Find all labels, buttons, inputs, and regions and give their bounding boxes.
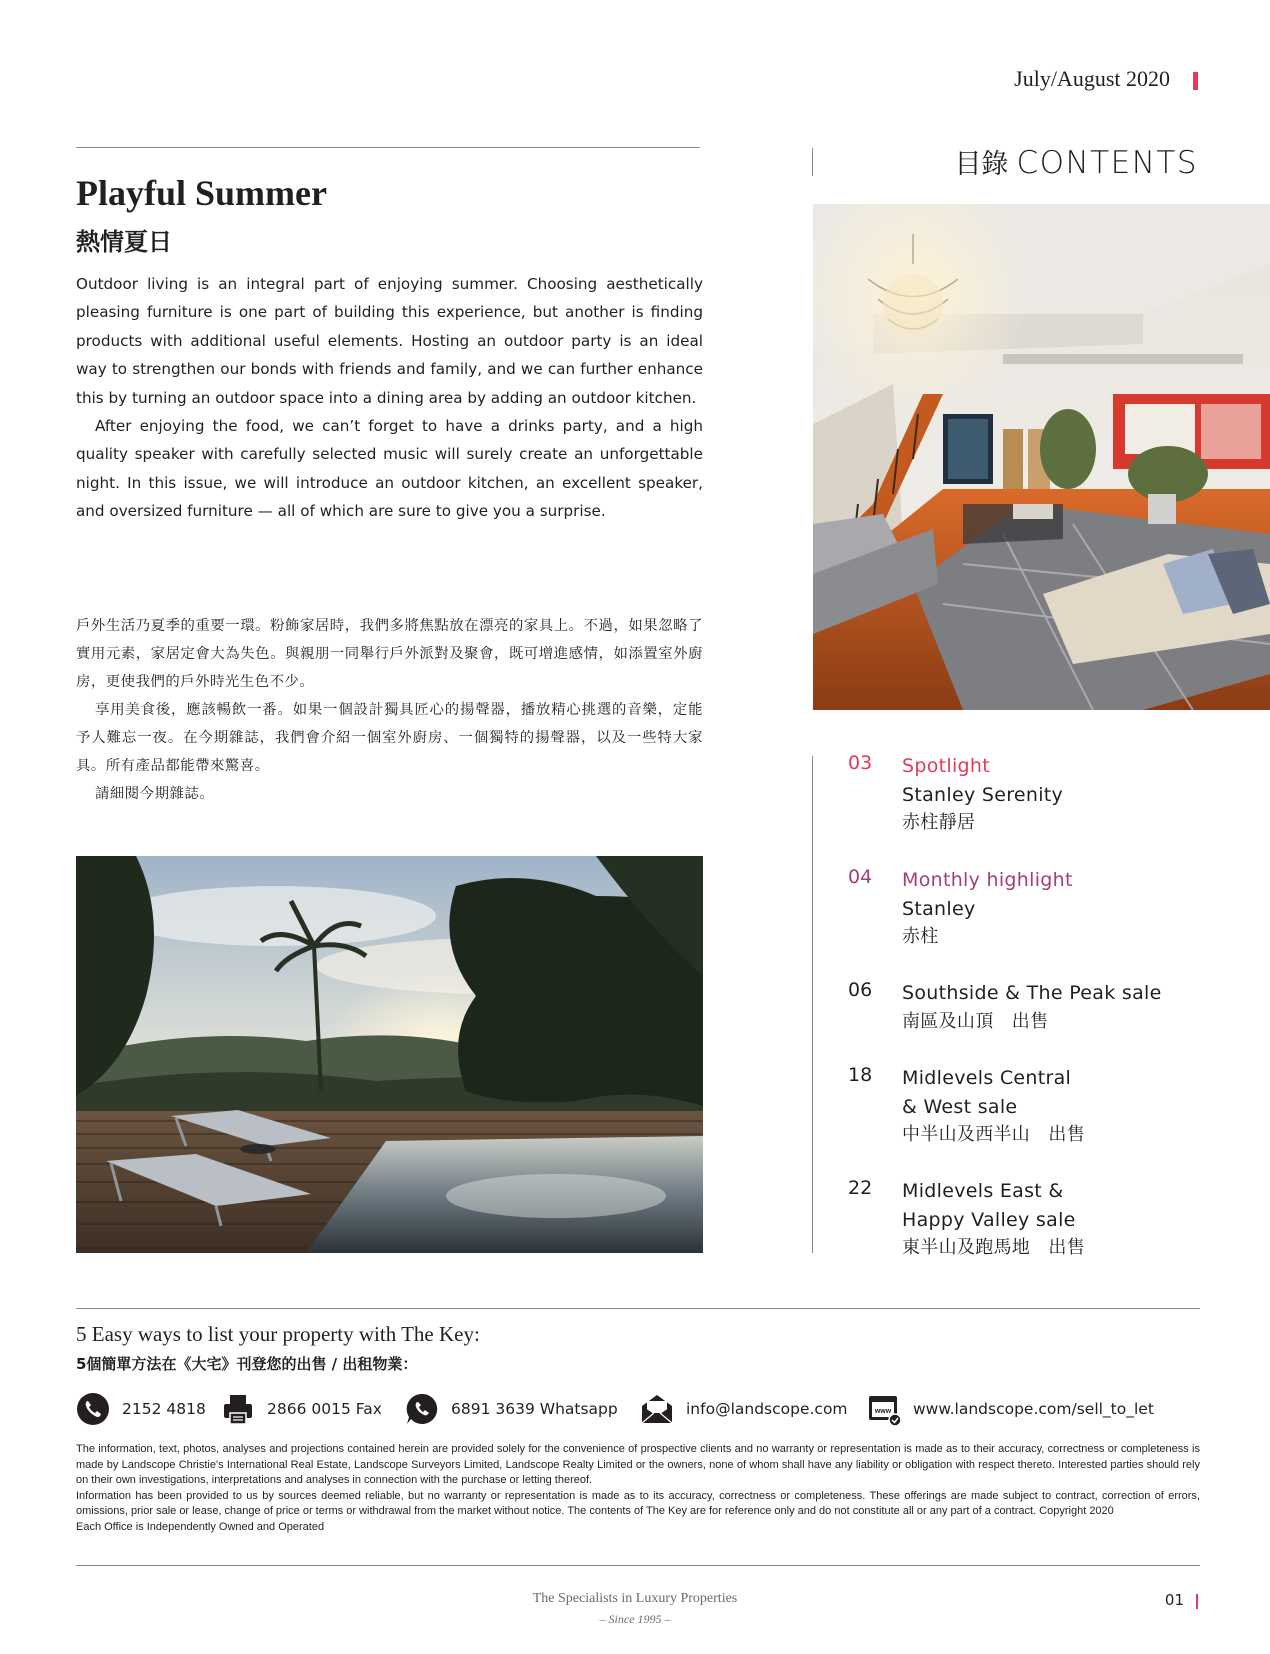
contact-label: 2866 0015 Fax bbox=[267, 1400, 382, 1418]
pool-deck-photo bbox=[76, 856, 703, 1253]
toc-entry bbox=[902, 752, 1063, 838]
contact-label: 6891 3639 Whatsapp bbox=[451, 1400, 618, 1418]
page-number: 01 bbox=[1164, 1591, 1184, 1609]
footer-tagline: The Specialists in Luxury Properties bbox=[532, 1591, 738, 1606]
article-paragraph: After enjoying the food, we can’t forget to have a drinks party, and a high quality speaker with carefully selected music will surely create an unforgettable night. In this issue, we will introduce an outdoor kitchen, an excellent speaker, and oversized furniture — all of which are sure to give you a surprise. bbox=[76, 417, 703, 521]
email-icon bbox=[640, 1392, 674, 1426]
contact-phone[interactable] bbox=[76, 1392, 206, 1426]
contact-label: www.landscope.com/sell_to_let bbox=[913, 1400, 1154, 1418]
article-paragraph-zh: 戶外生活乃夏季的重要一環。粉飾家居時，我們多將焦點放在漂亮的家具上。不過，如果忽略了實用元素，家居定會大為失色。與親朋一同舉行戶外派對及聚會，既可增進感情，如添置室外廚房，更使我們的戶外時光生色不少。 bbox=[76, 618, 703, 690]
living-room-photo bbox=[813, 204, 1270, 710]
fax-icon bbox=[221, 1392, 255, 1426]
issue-accent-bar bbox=[1193, 72, 1198, 90]
article-paragraph-zh: 請細閱今期雜誌。 bbox=[95, 786, 215, 802]
contact-website[interactable] bbox=[867, 1392, 1154, 1426]
article-top-rule bbox=[76, 147, 700, 148]
toc-title-zh: 赤柱 bbox=[902, 926, 939, 947]
toc-page-number: 03 bbox=[848, 752, 873, 774]
toc-page-number: 06 bbox=[848, 979, 873, 1001]
toc-title-zh: 中半山及西半山 出售 bbox=[902, 1124, 1085, 1145]
toc-title-zh: 南區及山頂 出售 bbox=[902, 1010, 1049, 1032]
web-icon bbox=[867, 1392, 901, 1426]
article-body-zh bbox=[76, 612, 703, 808]
contents-heading bbox=[954, 142, 1198, 181]
phone-icon bbox=[76, 1392, 110, 1426]
toc-page-number: 04 bbox=[848, 866, 873, 888]
disclaimer bbox=[76, 1442, 1200, 1536]
contents-heading-zh: 目錄 bbox=[954, 149, 1009, 180]
toc-entry bbox=[902, 866, 1073, 952]
toc-divider bbox=[812, 756, 813, 1253]
toc-section-label: Monthly highlight bbox=[902, 869, 1073, 891]
contents-heading-en: CONTENTS bbox=[1016, 145, 1198, 181]
listing-title-en: 5 Easy ways to list your property with The Key: bbox=[76, 1322, 480, 1346]
svg-text:www: www bbox=[874, 1408, 892, 1415]
toc-section-label: Spotlight bbox=[902, 755, 991, 777]
toc-title: Southside & The Peak sale bbox=[902, 982, 1162, 1004]
disclaimer-paragraph: The information, text, photos, analyses and projections contained herein are provided solely for the convenience of prospective clients and no warranty or representation is made as to their accuracy, correctness or completeness is made by Landscope Christie's International Real Estate, Landscope Surveyors Limited, Landscope Realty Limited or the owners, none of whom shall have any liability or obligation with respect thereto. Interested parties should rely on their own investigations, interpretations and analyses in connection with the purchase or letting thereof. bbox=[76, 1443, 1200, 1487]
contact-whatsapp[interactable] bbox=[405, 1392, 618, 1426]
toc-title-line2: Happy Valley sale bbox=[902, 1208, 1076, 1231]
page-accent-bar bbox=[1196, 1594, 1198, 1609]
contents-divider bbox=[812, 148, 813, 176]
article-paragraph-zh: 享用美食後，應該暢飲一番。如果一個設計獨具匠心的揚聲器，播放精心挑選的音樂，定能予人難忘一夜。在今期雜誌，我們會介紹一個室外廚房、一個獨特的揚聲器，以及一些特大家具。所有產品都能帶來驚喜。 bbox=[76, 702, 703, 774]
listing-top-rule bbox=[76, 1308, 1200, 1309]
contact-label: 2152 4818 bbox=[122, 1400, 206, 1418]
footer-since: – Since 1995 – bbox=[599, 1612, 671, 1626]
footer-rule bbox=[76, 1565, 1200, 1566]
disclaimer-paragraph: Information has been provided to us by sources deemed reliable, but no warranty or representation is made as to its accuracy, correctness or completeness. These offerings are made subject to contract, correction of errors, omissions, prior sale or lease, change of price or terms or withdrawal from the market without notice. The contents of The Key are for reference only and do not constitute all or any part of a contract. Copyright 2020 bbox=[76, 1489, 1200, 1518]
toc-title: Stanley Serenity bbox=[902, 783, 1064, 806]
toc-entry bbox=[902, 1177, 1085, 1263]
article-body-en bbox=[76, 270, 703, 526]
toc-title-zh: 東半山及跑馬地 出售 bbox=[902, 1237, 1085, 1258]
article-paragraph: Outdoor living is an integral part of enjoying summer. Choosing aesthetically pleasing furniture is one part of building this experience, but another is finding products with additional useful elements. Hosting an outdoor party is an ideal way to strengthen our bonds with friends and family, and we can further enhance this by turning an outdoor space into a dining area by adding an outdoor kitchen. bbox=[76, 275, 703, 407]
contact-label: info@landscope.com bbox=[686, 1400, 848, 1418]
listing-title-zh: 5個簡單方法在《大宅》刊登您的出售 / 出租物業： bbox=[76, 1355, 418, 1373]
toc-entry bbox=[902, 1064, 1085, 1150]
toc-title: Midlevels Central bbox=[902, 1067, 1072, 1089]
contact-fax[interactable] bbox=[221, 1392, 382, 1426]
disclaimer-paragraph: Each Office is Independently Owned and Operated bbox=[76, 1520, 325, 1533]
toc-title: Midlevels East & bbox=[902, 1180, 1064, 1202]
contact-email[interactable] bbox=[640, 1392, 848, 1426]
toc-title-line2: & West sale bbox=[902, 1095, 1018, 1118]
toc-page-number: 22 bbox=[848, 1177, 873, 1199]
toc-title-zh: 赤柱靜居 bbox=[902, 812, 976, 833]
toc-title: Stanley bbox=[902, 897, 976, 920]
article-title-zh: 熱情夏日 bbox=[76, 228, 172, 256]
issue-date: July/August 2020 bbox=[1014, 66, 1170, 91]
toc-page-number: 18 bbox=[848, 1064, 873, 1086]
whatsapp-icon bbox=[405, 1392, 439, 1426]
article-title-en: Playful Summer bbox=[76, 173, 327, 213]
toc-entry bbox=[902, 979, 1162, 1036]
